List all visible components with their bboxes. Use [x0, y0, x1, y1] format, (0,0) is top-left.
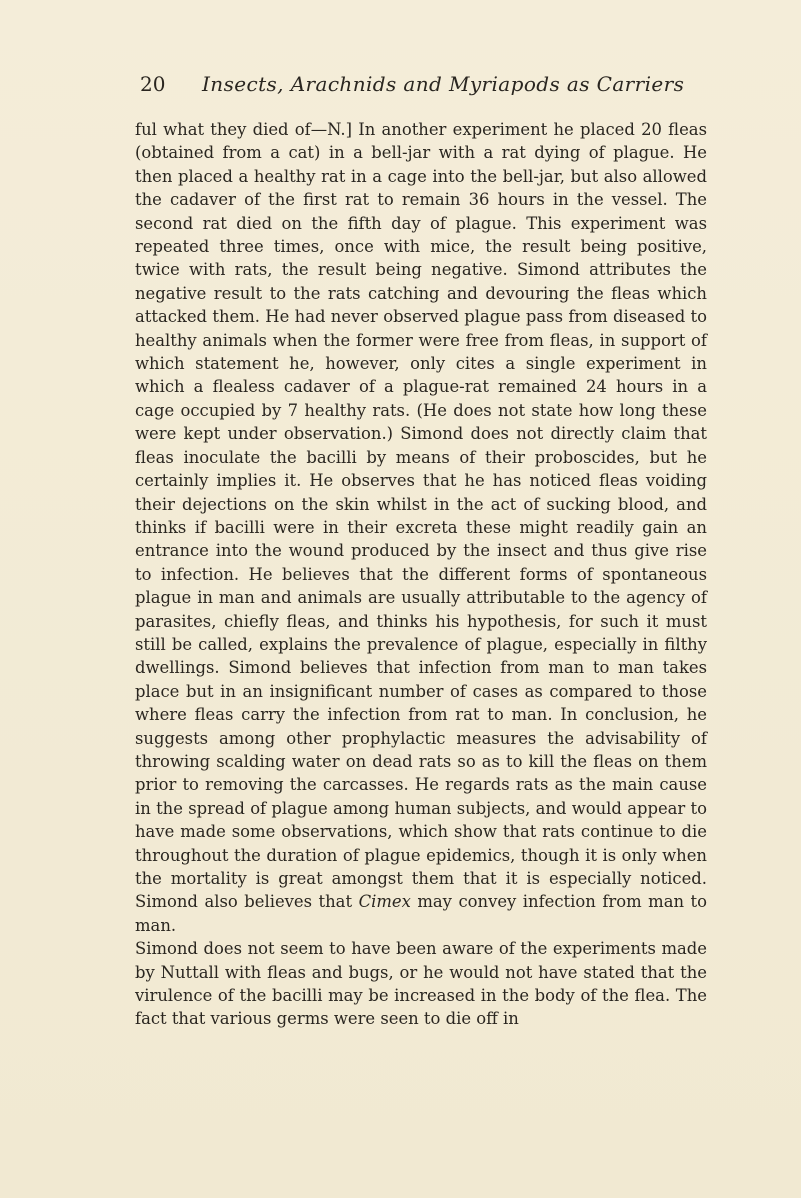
page-header — [140, 72, 700, 102]
paragraph — [135, 937, 707, 1031]
paragraph-text-end: may convey infection from man to man. — [135, 892, 708, 935]
page-number: 20 — [140, 72, 166, 96]
italic-term: Cimex — [358, 892, 411, 912]
running-title: Insects, Arachnids and Myriapods as Carriers — [202, 72, 685, 96]
paragraph-text: Simond does not seem to have been aware of the experiments made by Nuttall with fleas and bugs, or he would not have stated that the virulence of the bacilli may be increased in the body of the flea. The fact that various germs were seen to die off in — [135, 939, 707, 1029]
paragraph-text: ful what they died of—N.] In another experiment he placed 20 fleas (obtained from a cat) in a bell-jar with a rat dying of plague. He then placed a healthy rat in a cage into the bell-jar, but also allowed the cadaver of the first rat to remain 36 hours in the vessel. The second rat died on the fifth day of plague. This experiment was repeated three times, once with mice, the result being positive, twice with rats, the result being negative. Simond attributes the negative result to the rats catching and devouring the fleas which attacked them. He had never observed plague pass from diseased to healthy animals when the former were free from fleas, in support of which statement he, however, only cites a single experiment in which a flealess cadaver of a plague-rat remained 24 hours in a cage occupied by 7 healthy rats. (He does not state how long these were kept under observation.) Simond does not directly claim that fleas inoculate the bacilli by means of their proboscides, but he certainly implies it. He observes that he has noticed fleas voiding their dejections on the skin whilst in the act of sucking blood, and thinks if bacilli were in their excreta these might readily gain an entrance into the wound produced by the insect and thus give rise to infection. He believes that the different forms of spontaneous plague in man and animals are usually attributable to the agency of parasites, chiefly fleas, and thinks his hypothesis, for such it must still be called, explains the prevalence of plague, especially in filthy dwellings. Simond believes that infection from man to man takes place but in an insignificant number of cases as compared to those where fleas carry the infection from rat to man. In conclusion, he suggests among other prophylactic measures the advisability of throwing scalding water on dead rats so as to kill the fleas on them prior to removing the carcasses. He regards rats as the main cause in the spread of plague among human subjects, and would appear to have made some observations, which show that rats continue to die throughout the duration of plague epidemics, though it is only when the mortality is great amongst them that it is especially noticed. Simond also believes that — [135, 120, 707, 912]
body-text — [135, 118, 707, 1031]
paragraph — [135, 118, 707, 937]
